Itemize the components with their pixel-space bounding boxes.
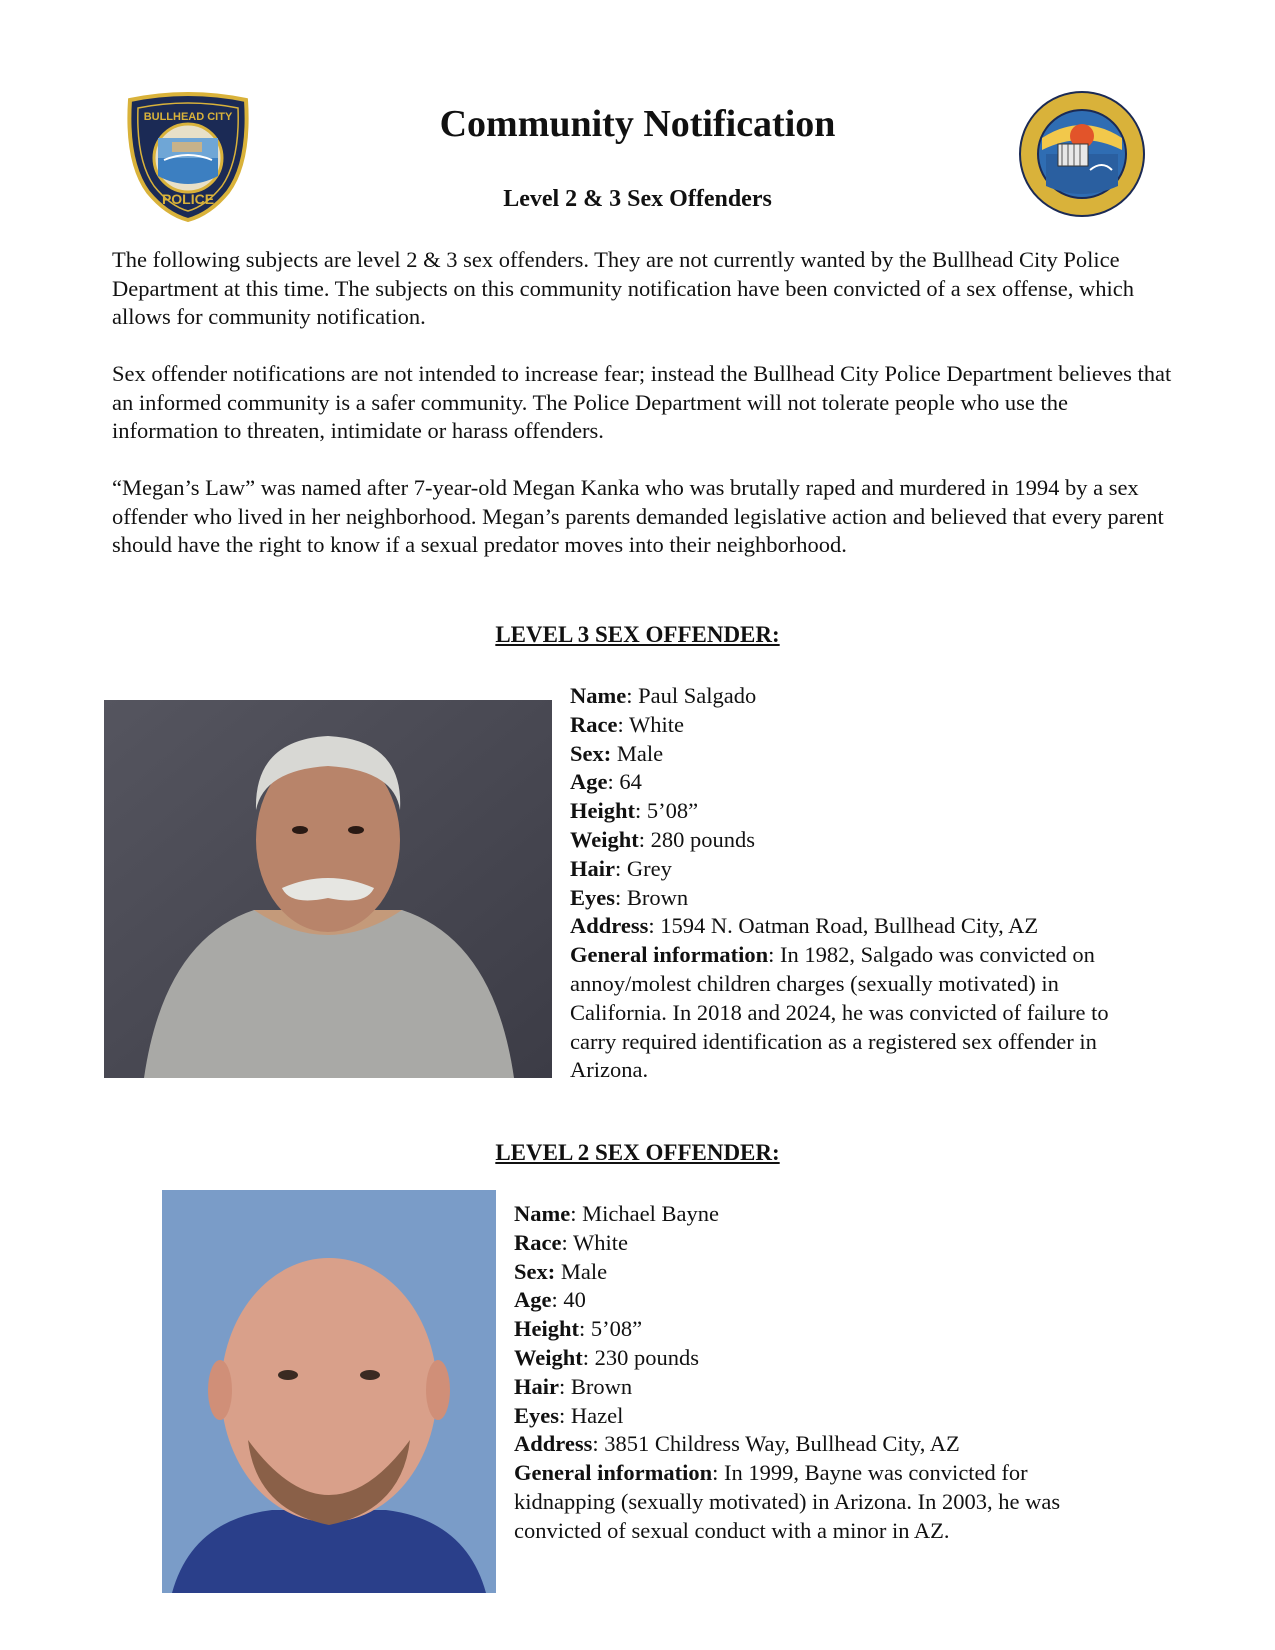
- field-label: Height: [570, 798, 635, 824]
- offender-1-hair-row: [570, 855, 1140, 884]
- level-2-heading: LEVEL 2 SEX OFFENDER:: [495, 1140, 780, 1165]
- field-label: Sex:: [570, 740, 612, 766]
- field-sep: :: [561, 1229, 573, 1255]
- intro-paragraph-3: “Megan’s Law” was named after 7-year-old Megan Kanka who was brutally raped and murdered in 1994 by a sex offender who lived in her neighborhood. Megan’s parents demanded legislative action and believed that every parent should have the right to know if a sexual predator moves into their neighborhood.: [112, 475, 1164, 557]
- general-text: : In 1999, Bayne was convicted for kidnapping (sexually motivated) in Arizona. In 2003, he was convicted of sexual conduct with a minor in AZ.: [514, 1460, 1061, 1543]
- field-label: Weight: [514, 1344, 583, 1370]
- field-value: 3851 Childress Way, Bullhead City, AZ: [604, 1431, 960, 1457]
- field-label: Name: [570, 683, 627, 708]
- field-label: Race: [514, 1229, 562, 1255]
- offender-1-height-row: [570, 797, 1140, 826]
- offender-2-age-row: [514, 1286, 1134, 1315]
- field-label: Hair: [570, 855, 615, 881]
- field-sep: :: [559, 1373, 571, 1399]
- offender-2-height-row: [514, 1315, 1134, 1344]
- general-text: : In 1982, Salgado was convicted on annoy/molest children charges (sexually motivated) in California. In 2018 and 2024, he was convicted of failure to carry required identification as a registered sex offender in Arizona.: [570, 942, 1109, 1083]
- field-sep: :: [615, 884, 627, 910]
- field-value: Brown: [626, 884, 689, 910]
- field-label: Sex:: [514, 1258, 556, 1284]
- badge-bottom-text: POLICE: [161, 191, 215, 207]
- general-label: General information: [570, 942, 769, 968]
- field-value: 1594 N. Oatman Road, Bullhead City, AZ: [660, 913, 1039, 939]
- offender-1-address-row: [570, 912, 1140, 941]
- field-sep: :: [559, 1402, 571, 1428]
- offender-1-race-row: [570, 711, 1140, 740]
- field-value: 40: [563, 1287, 586, 1313]
- badge-top-text: BULLHEAD CITY: [143, 111, 233, 123]
- field-label: Age: [570, 769, 608, 795]
- field-sep: :: [615, 855, 627, 881]
- field-sep: :: [638, 826, 651, 852]
- field-label: Age: [514, 1287, 552, 1313]
- field-value: White: [628, 711, 684, 737]
- field-sep: :: [582, 1344, 595, 1370]
- field-label: Eyes: [570, 884, 615, 910]
- offender-1-sex-row: [570, 740, 1140, 769]
- offender-1-age-row: [570, 768, 1140, 797]
- general-label: General information: [514, 1460, 713, 1486]
- field-value: Male: [560, 1258, 608, 1284]
- field-sep: :: [607, 769, 620, 795]
- offender-2-sex-row: [514, 1258, 1134, 1287]
- field-value: 230 pounds: [594, 1344, 700, 1370]
- field-label: Address: [570, 913, 649, 939]
- field-value: 280 pounds: [650, 826, 756, 852]
- offender-2-hair-row: [514, 1373, 1134, 1402]
- offender-2-address-row: [514, 1430, 1134, 1459]
- field-sep: :: [592, 1431, 605, 1457]
- field-value: Grey: [626, 855, 672, 881]
- field-sep: :: [635, 798, 647, 824]
- field-sep: :: [570, 1201, 583, 1226]
- offender-1-general-row: [570, 941, 1140, 1085]
- field-value: White: [572, 1229, 628, 1255]
- offender-1-eyes-row: [570, 884, 1140, 913]
- field-value: 5’08”: [590, 1316, 643, 1342]
- offender-1-info: [570, 682, 1140, 1085]
- page-subtitle: Level 2 & 3 Sex Offenders: [503, 186, 772, 212]
- field-label: Height: [514, 1316, 579, 1342]
- level-3-heading: LEVEL 3 SEX OFFENDER:: [495, 622, 780, 647]
- field-value: Hazel: [570, 1402, 624, 1428]
- field-value: Paul Salgado: [638, 683, 757, 708]
- field-label: Address: [514, 1431, 593, 1457]
- field-label: Race: [570, 711, 618, 737]
- offender-2-name-row: [514, 1200, 1134, 1229]
- field-label: Weight: [570, 826, 639, 852]
- field-label: Eyes: [514, 1402, 559, 1428]
- field-sep: :: [617, 711, 629, 737]
- field-sep: :: [626, 683, 639, 708]
- field-label: Hair: [514, 1373, 559, 1399]
- offender-1-name-row: [570, 682, 1140, 711]
- page-title: Community Notification: [439, 103, 836, 145]
- offender-2-weight-row: [514, 1344, 1134, 1373]
- offender-2-info: [514, 1200, 1134, 1546]
- offender-1-weight-row: [570, 826, 1140, 855]
- intro-paragraph-2: Sex offender notifications are not intended to increase fear; instead the Bullhead City Police Department believes that an informed community is a safer community. The Police Department will not tolerate people who use the information to threaten, intimidate or harass offenders.: [112, 361, 1172, 443]
- field-label: Name: [514, 1201, 571, 1226]
- intro-paragraph-1: The following subjects are level 2 & 3 sex offenders. They are not currently wanted by the Bullhead City Police Department at this time. The subjects on this community notification have been convicted of a sex offense, which allows for community notification.: [112, 247, 1135, 329]
- offender-2-race-row: [514, 1229, 1134, 1258]
- field-value: Michael Bayne: [582, 1201, 719, 1226]
- field-sep: :: [551, 1287, 564, 1313]
- offender-1-photo: [104, 700, 552, 1078]
- field-sep: :: [579, 1316, 591, 1342]
- field-value: Male: [616, 740, 664, 766]
- offender-2-photo: [162, 1190, 496, 1593]
- field-value: 5’08”: [646, 798, 699, 824]
- offender-2-eyes-row: [514, 1402, 1134, 1431]
- field-sep: :: [648, 913, 661, 939]
- field-value: 64: [619, 769, 642, 795]
- field-value: Brown: [570, 1373, 633, 1399]
- offender-2-general-row: [514, 1459, 1134, 1545]
